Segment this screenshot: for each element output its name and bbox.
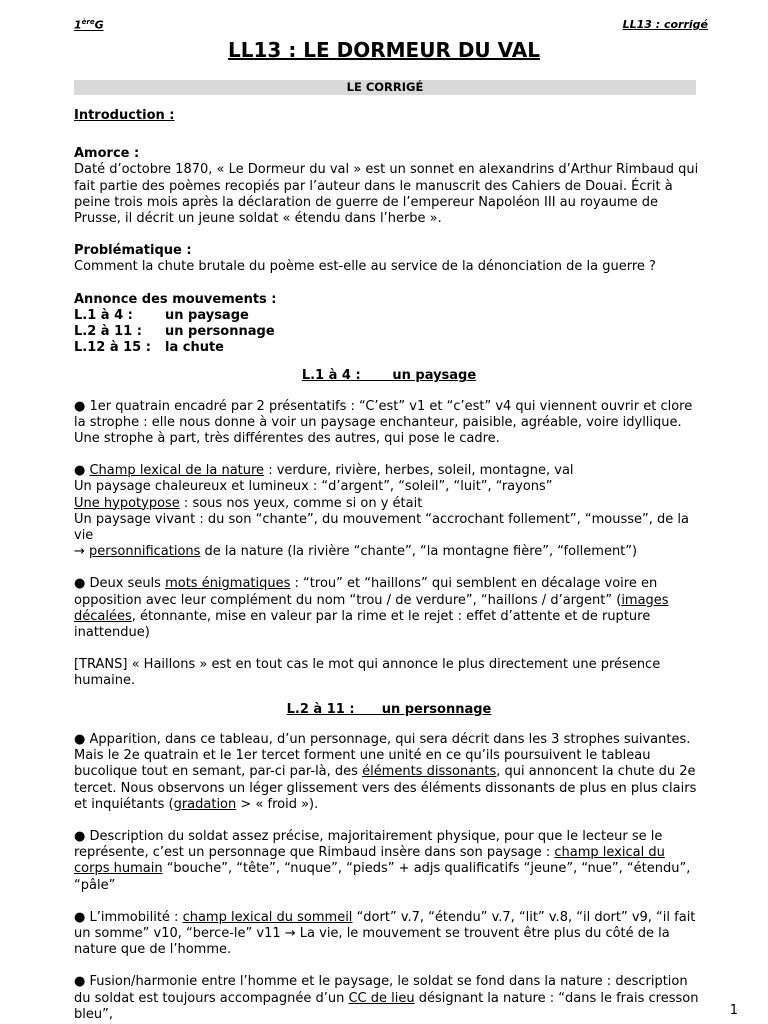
text-run: , qui annoncent la chute du 2e tercet. Nous observons un léger glissement vers des éléments dissonants de plus en plus clairs et inquiétants ( xyxy=(74,764,697,812)
mouvement-2 xyxy=(74,324,704,340)
underlined-term: champ lexical du corps humain xyxy=(74,845,665,877)
problematique-text: Comment la chute brutale du poème est-elle au service de la dénonciation de la guerre ? xyxy=(74,259,656,275)
section2-paragraph-1 xyxy=(74,732,704,813)
header-class-label xyxy=(74,18,104,32)
section2-heading-text: L.2 à 11 : un personnage xyxy=(286,701,492,717)
text-run: : “trou” et “haillons” qui semblent en décalage voire en opposition avec leur complément du nom “trou / de verdure”, “haillons / d’argent” ( xyxy=(74,576,658,608)
underlined-term: Une hypotypose xyxy=(74,495,180,511)
section2-paragraph-4 xyxy=(74,974,704,1023)
mouvement-2-key: L.2 à 11 : xyxy=(74,324,142,340)
underlined-term: Champ lexical de la nature xyxy=(89,463,265,479)
annonce-heading: Annonce des mouvements : xyxy=(74,291,277,307)
section1-paragraph-3 xyxy=(74,576,704,641)
section1-paragraph-1: ● 1er quatrain encadré par 2 présentatifs : “C’est” v1 et “c’est” v4 qui viennent ouvrir et clore la strophe : elle nous donne à voir un paysage enchanteur, paisible, agréable, voire idyllique. Une strophe à part, très différentes des autres, qui pose le cadre. xyxy=(74,398,693,447)
amorce-heading: Amorce : xyxy=(74,146,140,162)
underlined-term: champ lexical du sommeil xyxy=(182,909,353,925)
page-number: 1 xyxy=(729,1003,738,1018)
underlined-term: CC de lieu xyxy=(348,990,415,1006)
text-run: ● Deux seuls xyxy=(74,576,166,592)
intro-heading: Introduction : xyxy=(74,108,175,123)
text-run: Un paysage chaleureux et lumineux : “d’argent”, “soleil”, “luit”, “rayons” xyxy=(74,479,553,495)
page-title: LL13 : LE DORMEUR DU VAL xyxy=(228,38,540,62)
header-class-sup: ère xyxy=(81,18,95,26)
underlined-term: mots énigmatiques xyxy=(165,576,291,592)
corrige-banner: LE CORRIGÉ xyxy=(74,80,696,95)
section1-paragraph-2 xyxy=(74,463,704,560)
mouvement-1 xyxy=(74,308,704,324)
text-run: désignant la nature : “dans le frais cresson bleu”, xyxy=(74,990,699,1022)
underlined-term: personnifications xyxy=(89,544,201,560)
mouvement-3 xyxy=(74,340,704,356)
section2-paragraph-3 xyxy=(74,910,704,959)
text-run: “bouche”, “tête”, “nuque”, “pieds” + adjs qualificatifs “jeune”, “nue”, “étendu”, “pâle” xyxy=(74,861,691,893)
text-run: Un paysage vivant : du son “chante”, du mouvement “accrochant follement”, “mousse”, de la vie xyxy=(74,511,689,544)
text-run: ● L’immobilité : xyxy=(74,909,183,925)
text-run: : verdure, rivière, herbes, soleil, montagne, val xyxy=(264,463,574,479)
text-run: “dort” v.7, “étendu” v.7, “lit” v.8, “il dort” v9, “il fait un somme” v10, “berce-le” v11 → La vie, le mouvement se trouvent être plus du côté de la nature que de l’homme. xyxy=(74,909,696,958)
section1-heading xyxy=(74,368,704,384)
mouvement-3-key: L.12 à 15 : xyxy=(74,340,151,356)
text-run: ● Apparition, dans ce tableau, d’un personnage, qui sera décrit dans les 3 strophes suivantes. Mais le 2e quatrain et le 1er tercet forment une unité en ce qu’ils poursuivent le tableau bucolique tout en semant, par-ci par-là, des xyxy=(74,731,691,780)
underlined-term: images décalées xyxy=(74,592,669,624)
mouvement-1-value: un paysage xyxy=(165,307,249,323)
section1-transition: [TRANS] « Haillons » est en tout cas le mot qui annonce le plus directement une présence humaine. xyxy=(74,657,661,689)
text-run: , étonnante, mise en valeur par la rime et le rejet : effet d’attente et de rupture inattendue) xyxy=(74,608,651,641)
text-run: : sous nos yeux, comme si on y était xyxy=(179,495,423,511)
underlined-term: gradation xyxy=(173,796,237,812)
section2-paragraph-2 xyxy=(74,829,704,894)
text-run: de la nature (la rivière “chante”, “la montagne fière”, “follement”) xyxy=(200,544,638,560)
bullet: ● xyxy=(74,463,90,479)
arrow-glyph: → xyxy=(74,544,90,560)
header-doc-label: LL13 : corrigé xyxy=(622,18,708,31)
underlined-term: éléments dissonants xyxy=(362,764,497,780)
mouvement-2-value: un personnage xyxy=(165,324,275,340)
text-run: ● Fusion/harmonie entre l’homme et le paysage, le soldat se fond dans la nature : description du soldat est toujours accompagnée d’un xyxy=(74,974,688,1006)
mouvement-1-key: L.1 à 4 : xyxy=(74,307,133,323)
text-run: > « froid »). xyxy=(236,796,319,812)
section2-heading xyxy=(74,702,704,718)
header-class-tail: G xyxy=(94,18,104,32)
document-body xyxy=(74,108,704,1023)
header-class-number: 1 xyxy=(74,18,82,32)
problematique-heading: Problématique : xyxy=(74,243,192,259)
section1-heading-text: L.1 à 4 : un paysage xyxy=(301,368,477,384)
text-run: ● Description du soldat assez précise, majoritairement physique, pour que le lecteur se le représente, c’est un personnage que Rimbaud insère dans son paysage : xyxy=(74,828,663,861)
mouvement-3-value: la chute xyxy=(165,340,225,356)
amorce-text: Daté d’octobre 1870, « Le Dormeur du val » est un sonnet en alexandrins d’Arthur Rimbaud qui fait partie des poèmes recopiés par l’auteur dans le manuscrit des Cahiers de Douai. Écrit à peine trois mois après la déclaration de guerre de l’empereur Napoléon III au royaume de Prusse, il décrit un jeune soldat « étendu dans l’herbe ». xyxy=(74,162,699,227)
